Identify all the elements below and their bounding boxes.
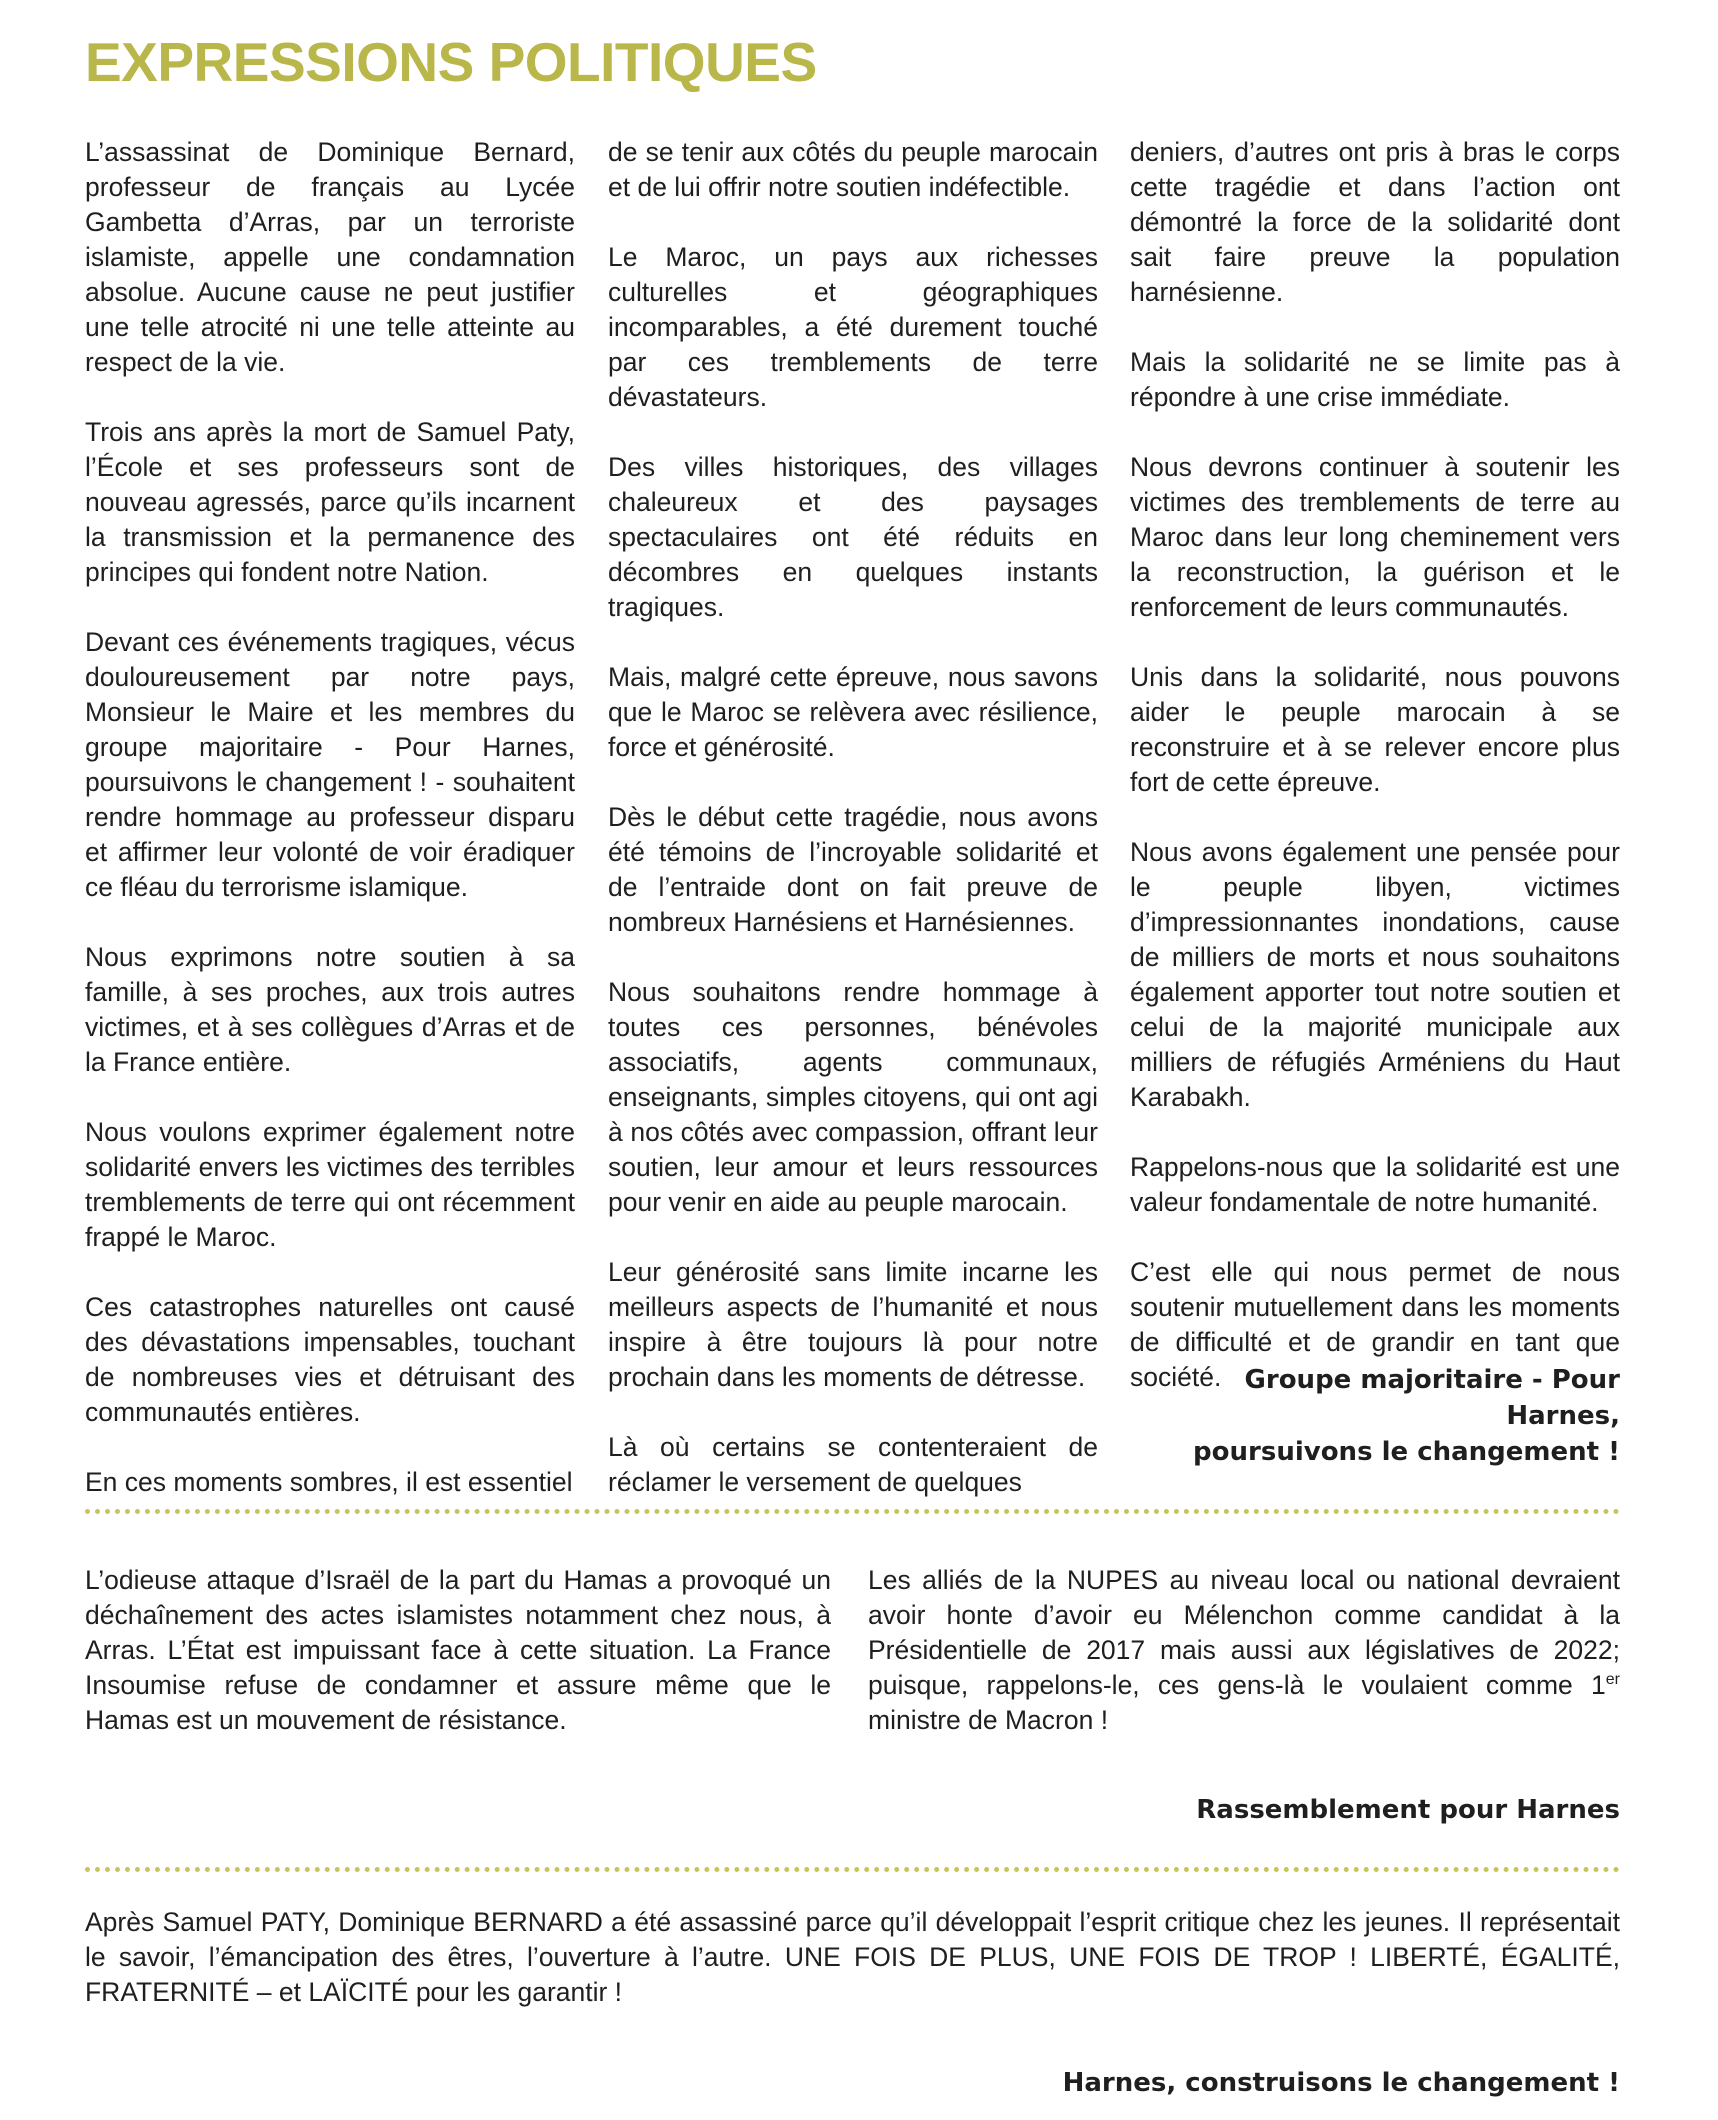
paragraph: Des villes historiques, des villages chaleureux et des paysages spectaculaires ont été réduits en décombres en quelques instants tragiques. [608,452,1098,622]
majority-signature [1130,1362,1620,1470]
rassemblement-signature: Rassemblement pour Harnes [1196,1795,1620,1825]
signature-line: Groupe majoritaire - Pour Harnes, [1244,1365,1620,1431]
paragraph: Nous devrons continuer à soutenir les victimes des tremblements de terre au Maroc dans leur long cheminement vers la reconstruction, la guérison et le renforcement de leurs communautés. [1130,452,1620,622]
paragraph: de se tenir aux côtés du peuple marocain et de lui offrir notre soutien indéfectible. [608,137,1098,202]
majority-column-3 [1130,135,1620,1395]
construisons-signature: Harnes, construisons le changement ! [1062,2068,1620,2098]
paragraph: Nous souhaitons rendre hommage à toutes ces personnes, bénévoles associatifs, agents communaux, enseignants, simples citoyens, qui ont agi à nos côtés avec compassion, offrant leur soutien, leur amour et leurs ressources pour venir en aide au peuple marocain. [608,977,1098,1217]
paragraph: Mais, malgré cette épreuve, nous savons que le Maroc se relèvera avec résilience, force et générosité. [608,662,1098,762]
paragraph: Mais la solidarité ne se limite pas à répondre à une crise immédiate. [1130,347,1620,412]
paragraph: Trois ans après la mort de Samuel Paty, l’École et ses professeurs sont de nouveau agressés, parce qu’ils incarnent la transmission et la permanence des principes qui fondent notre Nation. [85,417,575,587]
dotted-divider [85,1509,1620,1514]
paragraph: Nous avons également une pensée pour le peuple libyen, victimes d’impressionnantes inondations, cause de milliers de morts et nous souhaitons également apporter tout notre soutien et celui de la majorité municipale aux milliers de réfugiés Arméniens du Haut Karabakh. [1130,837,1620,1112]
paragraph: Rappelons-nous que la solidarité est une valeur fondamentale de notre humanité. [1130,1152,1620,1217]
paragraph: Devant ces événements tragiques, vécus douloureusement par notre pays, Monsieur le Maire et les membres du groupe majoritaire - Pour Harnes, poursuivons le changement ! - souhaitent rendre hommage au professeur disparu et affirmer leur volonté de voir éradiquer ce fléau du terrorisme islamique. [85,627,575,902]
text-run: ministre de Macron ! [868,1705,1109,1735]
paragraph: Après Samuel PATY, Dominique BERNARD a été assassiné parce qu’il développait l’esprit critique chez les jeunes. Il représentait le savoir, l’émancipation des êtres, l’ouverture à l’autre. UNE FOIS DE PLUS, UNE FOIS DE TROP ! LIBERTÉ, ÉGALITÉ, FRATERNITÉ – et LAÏCITÉ pour les garantir ! [85,1907,1620,2007]
paragraph: Là où certains se contenteraient de réclamer le versement de quelques [608,1432,1098,1497]
construisons-text [85,1905,1620,2010]
paragraph: L’odieuse attaque d’Israël de la part du Hamas a provoqué un déchaînement des actes islamistes notamment chez nous, à Arras. L’État est impuissant face à cette situation. La France Insoumise refuse de condamner et assure même que le Hamas est un mouvement de résistance. [85,1565,831,1735]
text-run: Les alliés de la NUPES au niveau local ou national devraient avoir honte d’avoir eu Mélenchon comme candidat à la Présidentielle de 2017 mais aussi aux législatives de 2022; puisque, rappelons-le, ces gens-là le voulaient comme 1 [868,1565,1620,1700]
rassemblement-left-column [85,1563,831,1738]
paragraph: Leur générosité sans limite incarne les meilleurs aspects de l’humanité et nous inspire à être toujours là pour notre prochain dans les moments de détresse. [608,1257,1098,1392]
superscript: er [1605,1671,1620,1689]
paragraph: Nous voulons exprimer également notre solidarité envers les victimes des terribles tremblements de terre qui ont récemment frappé le Maroc. [85,1117,575,1252]
rassemblement-right-column [868,1563,1620,1738]
majority-column-1 [85,135,575,1500]
paragraph: Unis dans la solidarité, nous pouvons aider le peuple marocain à se reconstruire et à se relever encore plus fort de cette épreuve. [1130,662,1620,797]
paragraph: En ces moments sombres, il est essentiel [85,1467,573,1497]
majority-column-2 [608,135,1098,1500]
dotted-divider [85,1867,1620,1872]
paragraph: deniers, d’autres ont pris à bras le corps cette tragédie et dans l’action ont démontré la force de la solidarité dont sait faire preuve la population harnésienne. [1130,137,1620,307]
paragraph: Nous exprimons notre soutien à sa famille, à ses proches, aux trois autres victimes, et à ses collègues d’Arras et de la France entière. [85,942,575,1077]
signature-line: poursuivons le changement ! [1193,1437,1620,1467]
paragraph [868,1563,1620,1738]
paragraph: Le Maroc, un pays aux richesses culturelles et géographiques incomparables, a été durement touché par ces tremblements de terre dévastateurs. [608,242,1098,412]
paragraph: Dès le début cette tragédie, nous avons été témoins de l’incroyable solidarité et de l’entraide dont on fait preuve de nombreux Harnésiens et Harnésiennes. [608,802,1098,937]
paragraph: C’est elle qui nous permet de nous soutenir mutuellement dans les moments de difficulté et de grandir en tant que société. [1130,1257,1620,1392]
page-title: EXPRESSIONS POLITIQUES [85,31,817,93]
paragraph: L’assassinat de Dominique Bernard, professeur de français au Lycée Gambetta d’Arras, par un terroriste islamiste, appelle une condamnation absolue. Aucune cause ne peut justifier une telle atrocité ni une telle atteinte au respect de la vie. [85,137,575,377]
paragraph: Ces catastrophes naturelles ont causé des dévastations impensables, touchant de nombreuses vies et détruisant des communautés entières. [85,1292,575,1427]
